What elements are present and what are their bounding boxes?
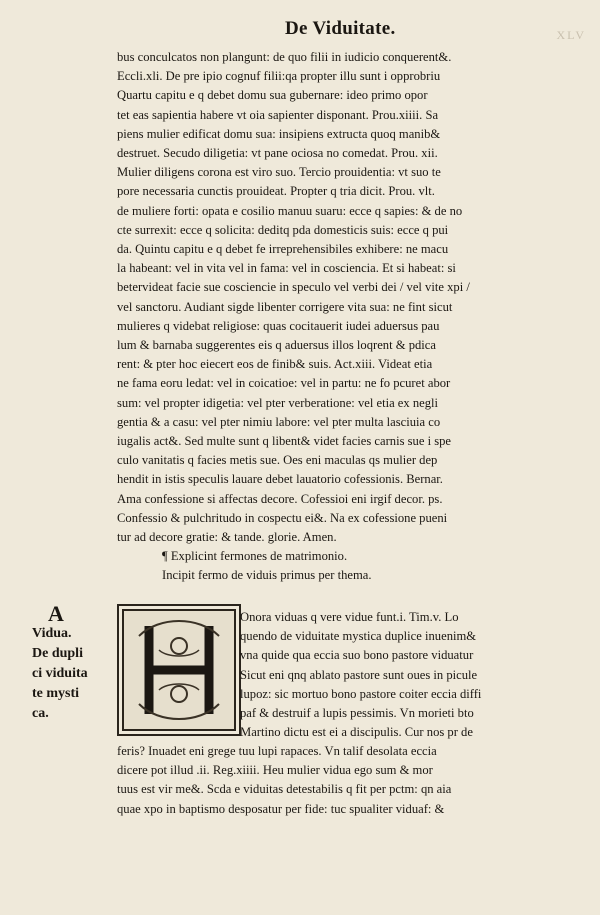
text-line: lum & barnaba suggerentes eis q aduersus illos loqrent & pdica — [117, 338, 436, 353]
main-text-block — [117, 48, 577, 586]
text-line: da. Quintu capitu e q debet fe irreprehensibiles exhibere: ne macu — [117, 242, 449, 257]
text-line: culo vanitatis q facies metis sue. Oes eni maculas qs mulier dep — [117, 453, 438, 468]
margin-note-line: ca. — [32, 706, 49, 721]
running-header: De Viduitate. — [285, 18, 396, 39]
explicit-text: Explicint fermones de matrimonio. — [170, 549, 348, 564]
wrapped-text-line: quendo de viduitate mystica duplice inuenim& — [240, 629, 477, 644]
margin-note — [32, 601, 106, 724]
text-line: Confessio & pulchritudo in cospectu ei&. Na ex cofessione pueni — [117, 510, 448, 525]
pilcrow-icon: ¶ — [162, 549, 171, 564]
text-line: de muliere forti: opata e cosilio manuu suaru: ecce q sapies: & de no — [117, 203, 463, 218]
tail-text-block — [117, 742, 577, 819]
text-line: piens mulier edificat domu sua: insipiens extructa quoq manib& — [117, 126, 441, 141]
tail-text-line: tuus est vir me&. Scda e viduitas detestabilis q fit per pctm: qn aia — [117, 782, 452, 797]
text-line: la habeant: vel in vita vel in fama: vel in cosciencia. Et si habeat: si — [117, 261, 456, 276]
tail-text-line: feris? Inuadet eni grege tuu lupi rapaces. Vn talif desolata eccia — [117, 744, 437, 758]
text-line: tur ad decore gratie: & tande. glorie. Amen. — [117, 530, 337, 545]
text-line: sum: vel propter idigetia: vel pter verberatione: vel etia ex negli — [117, 395, 439, 410]
wrapped-text-line: paf & destruif a lupis pessimis. Vn morieti bto — [240, 706, 474, 721]
text-line: vel sanctoru. Audiant sigde libenter corrigere vita sua: ne fint sicut — [117, 299, 453, 314]
explicit-line — [117, 547, 577, 566]
wrapped-text-line: vna quide qua eccia suo bono pastore viduatur — [240, 648, 474, 663]
text-line: tet eas sapientia habere vt oia sapienter disponant. Prou.xiiii. Sa — [117, 107, 439, 122]
text-line: destruet. Secudo diligetia: vt pane ociosa no comedat. Prou. xii. — [117, 146, 438, 161]
wrapped-text-line: Martino dictu est ei a discipulis. Cur nos pr de — [240, 725, 473, 740]
text-line: iugalis act&. Sed multe sunt q libent& videt facies carnis sue i spe — [117, 434, 452, 449]
margin-note-cap: A — [48, 601, 64, 626]
text-line: pore necessaria cunctis prouideat. Propter q tria dicit. Prou. vlt. — [117, 184, 435, 199]
margin-note-line: te mysti — [32, 686, 80, 701]
tail-text-line: dicere pot illud .ii. Reg.xiiii. Heu mulier vidua ego sum & mor — [117, 763, 433, 778]
bleed-through-text: XLV — [556, 28, 586, 42]
margin-note-lines — [32, 624, 106, 724]
text-line: Ama confessione si affectas decore. Cofessioi eni irgif decor. ps. — [117, 491, 443, 506]
text-line: hendit in istis speculis lauare debet lauatorio cofessionis. Bernar. — [117, 472, 443, 487]
text-line: cte surrexit: ecce q solicita: deditq pda domesticis suis: ecce q pui — [117, 222, 449, 237]
wrapped-text-line: Sicut eni qnq ablato pastore sunt oues in picule — [240, 667, 478, 682]
text-line: Mulier diligens corona est viro suo. Tercio prouidentia: vt suo te — [117, 165, 441, 180]
margin-note-line: De dupli — [32, 646, 83, 661]
wrapped-text-line: lupoz: sic mortuo bono pastore coiter eccia diffi — [240, 686, 482, 701]
margin-note-line: Vidua. — [32, 626, 72, 641]
wrapped-text-line: Onora viduas q vere vidue funt.i. Tim.v. Lo — [240, 610, 459, 624]
text-line: Quartu capitu e q debet domu sua gubernare: ideo primo opor — [117, 88, 428, 103]
tail-text-line: quae xpo in baptismo desposatur per fide: tuc spualiter viduaf: & — [117, 801, 445, 816]
decorated-initial-h-icon — [117, 604, 241, 736]
wrapped-text-block — [240, 608, 580, 742]
text-line: betervideat facie sue cosciencie in speculo vel verbi dei / vel vite xpi / — [117, 280, 470, 295]
incipit-line: Incipit fermo de viduis primus per thema. — [162, 568, 372, 583]
text-line: mulieres q videbat religiose: quas cocitauerit iudei aduersus pau — [117, 318, 440, 333]
text-line: gentia & a casu: vel pter nimiu labore: vel pter multa lasciuia co — [117, 414, 441, 429]
text-line: ne fama eoru ledat: vel in coicatioe: vel in partu: ne fo pcuret abor — [117, 376, 451, 391]
text-line: Eccli.xli. De pre ipio cognuf filii:qa propter illu sunt i opprobriu — [117, 69, 441, 84]
margin-note-line: ci viduita — [32, 666, 88, 681]
text-line: bus conculcatos non plangunt: de quo filii in iudicio conquerent&. — [117, 50, 452, 64]
text-line: rent: & pter hoc eiecert eos de finib& suis. Act.xiii. Videat etia — [117, 357, 433, 372]
